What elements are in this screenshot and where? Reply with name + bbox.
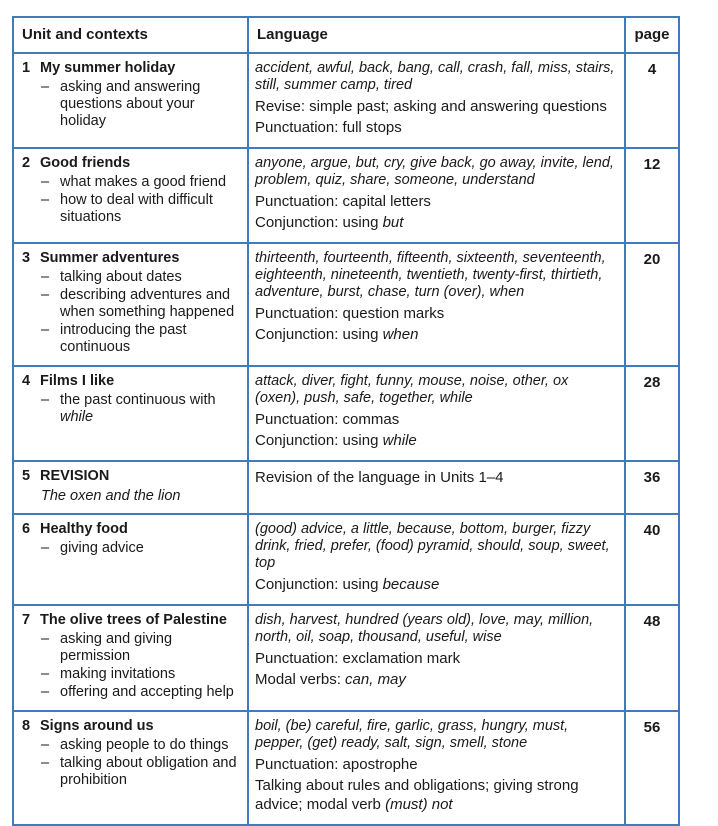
language-point: Punctuation: question marks <box>255 305 445 322</box>
unit-number: 1 <box>22 60 31 76</box>
vocabulary-list: (good) advice, a little, because, bottom, burger, fizzy drink, fried, prefer, (food) pyramid, should, soup, sweet, top <box>255 521 610 571</box>
page-number: 4 <box>625 53 679 148</box>
unit-cell <box>13 461 248 514</box>
bullet-dash: – <box>41 192 50 208</box>
context-item: – talking about obligation and prohibition <box>41 755 237 788</box>
table-row <box>13 366 679 461</box>
page-number: 56 <box>625 711 679 825</box>
context-item: – describing adventures and when something happened <box>41 287 235 320</box>
page-number: 36 <box>625 461 679 514</box>
unit-cell <box>13 53 248 148</box>
unit-number: 8 <box>22 718 31 734</box>
page-number: 48 <box>625 605 679 711</box>
context-item: – what makes a good friend <box>41 174 227 190</box>
table-row <box>13 461 679 514</box>
page-number: 28 <box>625 366 679 461</box>
header-language: Language <box>248 17 625 53</box>
page-number: 12 <box>625 148 679 243</box>
vocabulary-list: thirteenth, fourteenth, fifteenth, sixteenth, seventeenth, eighteenth, nineteenth, twentieth, twenty-first, thirtieth, adventure, burst, chase, turn (over), when <box>255 250 606 300</box>
table-row <box>13 243 679 366</box>
context-item: – how to deal with difficult situations <box>41 192 213 225</box>
language-point-italic: can, may <box>345 671 406 688</box>
bullet-dash: – <box>41 287 50 303</box>
bullet-dash: – <box>41 540 50 556</box>
context-item: – offering and accepting help <box>41 684 234 700</box>
language-cell <box>248 514 625 605</box>
bullet-dash: – <box>41 755 50 771</box>
unit-number: 4 <box>22 373 31 389</box>
header-unit: Unit and contexts <box>13 17 248 53</box>
unit-number: 7 <box>22 612 31 628</box>
table-row <box>13 148 679 243</box>
language-point: Conjunction: using while <box>255 432 417 449</box>
bullet-dash: – <box>41 684 50 700</box>
unit-cell <box>13 148 248 243</box>
unit-cell <box>13 366 248 461</box>
language-point: Punctuation: full stops <box>255 119 402 136</box>
context-item: – giving advice <box>41 540 144 556</box>
unit-title-text: The olive trees of Palestine <box>40 612 227 628</box>
bullet-dash: – <box>41 269 50 285</box>
vocabulary-list: boil, (be) careful, fire, garlic, grass, hungry, must, pepper, (get) ready, salt, sign, smell, stone <box>255 718 569 751</box>
language-point: Punctuation: capital letters <box>255 193 431 210</box>
header-row <box>13 17 679 53</box>
context-item: – making invitations <box>41 666 176 682</box>
language-cell <box>248 711 625 825</box>
bullet-dash: – <box>41 737 50 753</box>
unit-title <box>22 250 241 267</box>
bullet-dash: – <box>41 322 50 338</box>
unit-title <box>22 521 241 538</box>
unit-cell <box>13 243 248 366</box>
language-cell <box>248 243 625 366</box>
context-item: – asking people to do things <box>41 737 229 753</box>
bullet-dash: – <box>41 392 50 408</box>
unit-number: 6 <box>22 521 31 537</box>
header-page: page <box>625 17 679 53</box>
language-cell <box>248 366 625 461</box>
language-cell <box>248 148 625 243</box>
context-italic: while <box>60 409 94 425</box>
unit-title <box>22 612 241 629</box>
context-item: – talking about dates <box>41 269 182 285</box>
language-point: Conjunction: using but <box>255 214 404 231</box>
context-item: – asking and giving permission <box>41 631 173 664</box>
contents-table <box>12 16 680 826</box>
unit-number: 5 <box>22 468 31 484</box>
unit-cell <box>13 605 248 711</box>
language-point: Punctuation: exclamation mark <box>255 650 461 667</box>
language-cell <box>248 605 625 711</box>
table-row <box>13 514 679 605</box>
bullet-dash: – <box>41 79 50 95</box>
vocabulary-list: dish, harvest, hundred (years old), love, may, million, north, oil, soap, thousand, useful, wise <box>255 612 594 645</box>
unit-title <box>22 373 241 390</box>
language-point: Revision of the language in Units 1–4 <box>255 469 504 486</box>
unit-number: 3 <box>22 250 31 266</box>
page-number: 20 <box>625 243 679 366</box>
unit-title <box>22 155 241 172</box>
unit-title-text: Signs around us <box>40 718 154 734</box>
language-point: Talking about rules and obligations; giving strong advice; modal verb (must) not <box>255 777 579 813</box>
language-point: Revise: simple past; asking and answering questions <box>255 98 607 115</box>
vocabulary-list: accident, awful, back, bang, call, crash, fall, miss, stairs, still, summer camp, tired <box>255 60 615 93</box>
table-row <box>13 53 679 148</box>
language-point-italic: (must) not <box>385 796 453 813</box>
unit-title-text: Good friends <box>40 155 131 171</box>
language-point-italic: because <box>382 576 440 593</box>
unit-subtitle: The oxen and the lion <box>41 488 181 504</box>
page-number: 40 <box>625 514 679 605</box>
bullet-dash: – <box>41 666 50 682</box>
unit-title-text: Healthy food <box>40 521 128 537</box>
unit-cell <box>13 711 248 825</box>
unit-title <box>22 60 241 77</box>
language-point: Conjunction: using when <box>255 326 419 343</box>
language-point-italic: while <box>382 432 417 449</box>
bullet-dash: – <box>41 174 50 190</box>
context-item: – asking and answering questions about your holiday <box>41 79 201 129</box>
unit-title-text: REVISION <box>40 468 110 484</box>
vocabulary-list: anyone, argue, but, cry, give back, go away, invite, lend, problem, quiz, share, someone, understand <box>255 155 614 188</box>
language-point: Punctuation: commas <box>255 411 400 428</box>
language-point: Modal verbs: can, may <box>255 671 406 688</box>
unit-title-text: Films I like <box>40 373 115 389</box>
unit-number: 2 <box>22 155 31 171</box>
context-item: – the past continuous with while <box>41 392 216 425</box>
unit-title <box>22 718 241 735</box>
unit-title <box>22 468 241 485</box>
vocabulary-list: attack, diver, fight, funny, mouse, noise, other, ox (oxen), push, safe, together, while <box>255 373 569 406</box>
unit-title-text: Summer adventures <box>40 250 180 266</box>
language-point: Conjunction: using because <box>255 576 440 593</box>
language-cell <box>248 53 625 148</box>
table-row <box>13 605 679 711</box>
unit-title-text: My summer holiday <box>40 60 176 76</box>
language-point-italic: but <box>382 214 404 231</box>
bullet-dash: – <box>41 631 50 647</box>
table-row <box>13 711 679 825</box>
unit-cell <box>13 514 248 605</box>
language-point-italic: when <box>382 326 419 343</box>
language-point: Punctuation: apostrophe <box>255 756 418 773</box>
language-cell <box>248 461 625 514</box>
context-item: – introducing the past continuous <box>41 322 187 355</box>
